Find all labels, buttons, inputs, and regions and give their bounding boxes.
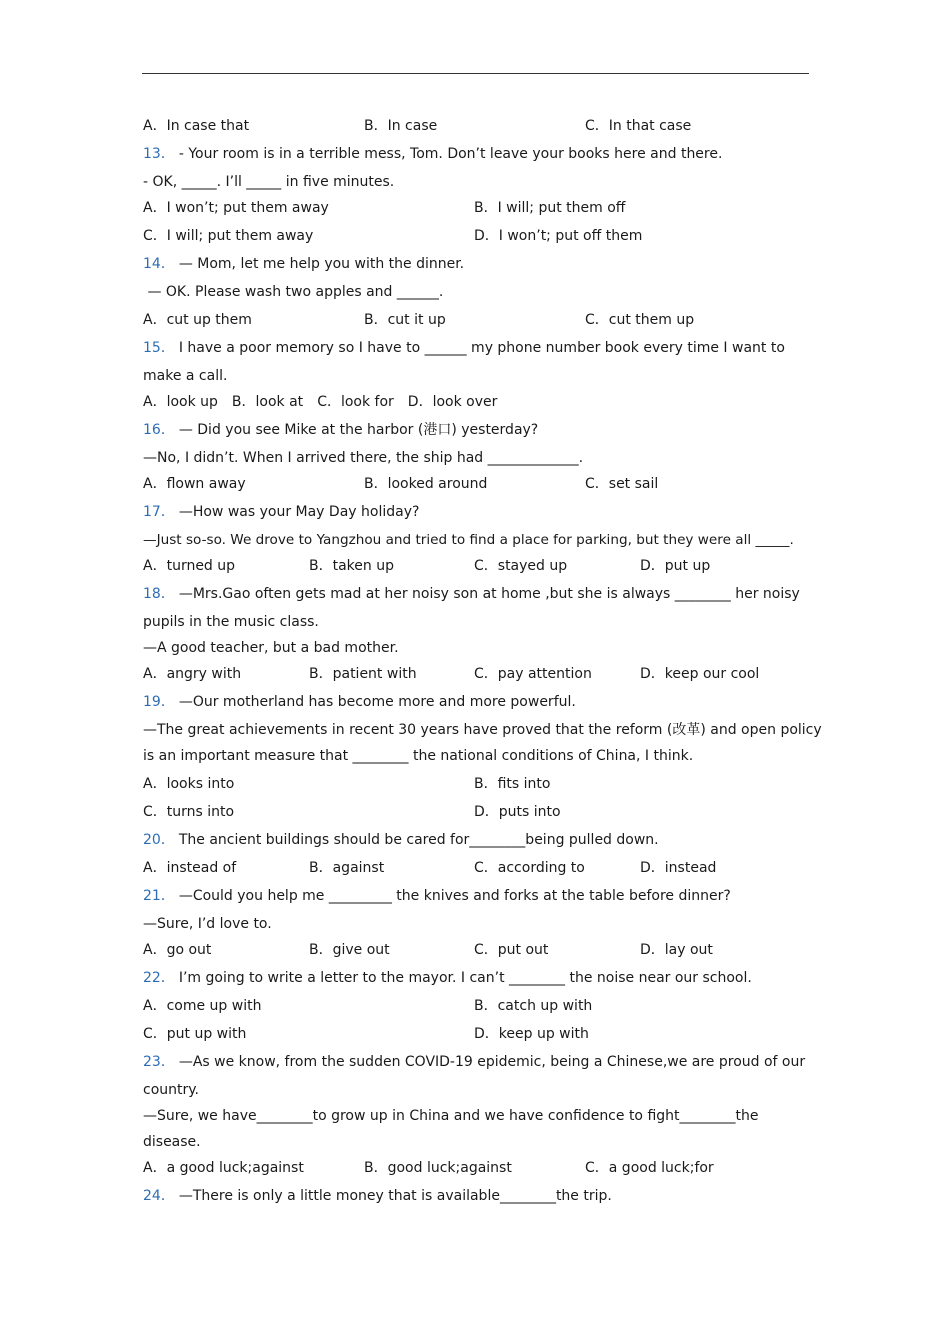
- q17-option-d[interactable]: D．put up: [640, 558, 711, 574]
- q23-option-a[interactable]: A．a good luck;against: [143, 1160, 304, 1176]
- q18-option-a[interactable]: A．angry with: [143, 666, 242, 682]
- q17-option-a[interactable]: A．turned up: [143, 558, 236, 574]
- q18-option-b[interactable]: B．patient with: [309, 666, 417, 682]
- q13-options-row2: [143, 226, 813, 254]
- q19-reply: —The great achievements in recent 30 years have proved that the reform (改革) and open policy: [143, 722, 822, 738]
- q19-option-d[interactable]: D．puts into: [474, 804, 561, 820]
- q21-text: —Could you help me _________ the knives and forks at the table before dinner?: [178, 888, 731, 904]
- q23-option-c[interactable]: C．a good luck;for: [585, 1160, 714, 1176]
- q16-number: 16．: [143, 422, 175, 438]
- q22-option-c[interactable]: C．put up with: [143, 1026, 247, 1042]
- q17-reply: —Just so-so. We drove to Yangzhou and tried to find a place for parking, but they were all _____.: [143, 532, 794, 548]
- q22-option-d[interactable]: D．keep up with: [474, 1026, 589, 1042]
- q24-text: —There is only a little money that is available________the trip.: [178, 1188, 612, 1204]
- q23-text: —As we know, from the sudden COVID-19 epidemic, being a Chinese,we are proud of our: [178, 1054, 806, 1070]
- q22-stem: [143, 968, 813, 996]
- q14-options: [143, 310, 813, 338]
- q18-reply: —A good teacher, but a bad mother.: [143, 640, 399, 656]
- q17-text: —How was your May Day holiday?: [178, 504, 420, 520]
- q15-stem-cont: make a call.: [143, 368, 228, 384]
- q21-stem: [143, 886, 813, 914]
- q20-options: [143, 858, 813, 886]
- q16-reply: —No, I didn’t. When I arrived there, the ship had _____________.: [143, 450, 584, 466]
- q13-text: - Your room is in a terrible mess, Tom. Don’t leave your books here and there.: [178, 146, 723, 162]
- q24-stem: [143, 1186, 813, 1214]
- q21-option-a[interactable]: A．go out: [143, 942, 212, 958]
- q20-stem: [143, 830, 813, 858]
- q16-option-c[interactable]: C．set sail: [585, 476, 659, 492]
- q23-number: 23．: [143, 1054, 175, 1070]
- q17-option-c[interactable]: C．stayed up: [474, 558, 568, 574]
- q13-stem: [143, 144, 813, 172]
- q21-option-d[interactable]: D．lay out: [640, 942, 713, 958]
- q23-stem: [143, 1052, 813, 1080]
- q17-number: 17．: [143, 504, 175, 520]
- q24-number: 24．: [143, 1188, 175, 1204]
- q13-reply: - OK, _____. I’ll _____ in five minutes.: [143, 174, 395, 190]
- q20-option-a[interactable]: A．instead of: [143, 860, 237, 876]
- q23-options: [143, 1158, 813, 1186]
- header-rule: [142, 73, 809, 74]
- q18-option-d[interactable]: D．keep our cool: [640, 666, 760, 682]
- q18-option-c[interactable]: C．pay attention: [474, 666, 592, 682]
- q14-option-a[interactable]: A．cut up them: [143, 312, 252, 328]
- q13-option-d[interactable]: D．I won’t; put off them: [474, 228, 643, 244]
- q19-options-row1: [143, 774, 813, 802]
- q20-text: The ancient buildings should be cared for________being pulled down.: [178, 832, 659, 848]
- q20-option-c[interactable]: C．according to: [474, 860, 585, 876]
- q17-option-b[interactable]: B．taken up: [309, 558, 394, 574]
- q19-number: 19．: [143, 694, 175, 710]
- q15-options: [143, 392, 813, 420]
- q22-options-row1: [143, 996, 813, 1024]
- q19-option-a[interactable]: A．looks into: [143, 776, 235, 792]
- q20-number: 20．: [143, 832, 175, 848]
- q13-options-row1: [143, 198, 813, 226]
- q16-option-b[interactable]: B．looked around: [364, 476, 488, 492]
- q15-stem: [143, 338, 813, 366]
- q20-option-b[interactable]: B．against: [309, 860, 385, 876]
- q21-options: [143, 940, 813, 968]
- q13-number: 13．: [143, 146, 175, 162]
- q14-number: 14．: [143, 256, 175, 272]
- q16-option-a[interactable]: A．flown away: [143, 476, 246, 492]
- q21-option-b[interactable]: B．give out: [309, 942, 390, 958]
- q23-reply-cont: disease.: [143, 1134, 201, 1150]
- q12-option-a[interactable]: A．In case that: [143, 118, 250, 134]
- q17-options: [143, 556, 813, 584]
- q23-reply: —Sure, we have________to grow up in China and we have confidence to fight________the: [143, 1108, 759, 1124]
- q20-option-d[interactable]: D．instead: [640, 860, 717, 876]
- q14-option-c[interactable]: C．cut them up: [585, 312, 695, 328]
- q21-reply: —Sure, I’d love to.: [143, 916, 272, 932]
- q17-stem: [143, 502, 813, 530]
- q18-text: —Mrs.Gao often gets mad at her noisy son at home ,but she is always ________ her noisy: [178, 586, 800, 602]
- q14-stem: [143, 254, 813, 282]
- q18-number: 18．: [143, 586, 175, 602]
- q19-text: —Our motherland has become more and more powerful.: [178, 694, 576, 710]
- q15-number: 15．: [143, 340, 175, 356]
- q18-stem-cont: pupils in the music class.: [143, 614, 319, 630]
- q22-number: 22．: [143, 970, 175, 986]
- q12-option-b[interactable]: B．In case: [364, 118, 438, 134]
- q12-option-c[interactable]: C．In that case: [585, 118, 692, 134]
- q16-text: — Did you see Mike at the harbor (港口) yesterday?: [178, 422, 539, 438]
- q14-text: — Mom, let me help you with the dinner.: [178, 256, 465, 272]
- q12-options: [143, 116, 813, 144]
- q16-options: [143, 474, 813, 502]
- q22-options-row2: [143, 1024, 813, 1052]
- q18-stem: [143, 584, 813, 612]
- q21-option-c[interactable]: C．put out: [474, 942, 549, 958]
- q18-options: [143, 664, 813, 692]
- q15-option-c[interactable]: C．look for: [317, 394, 394, 410]
- q15-option-d[interactable]: D．look over: [407, 394, 498, 410]
- q14-reply: — OK. Please wash two apples and ______.: [143, 284, 444, 300]
- q15-option-a[interactable]: A．look up: [143, 394, 218, 410]
- q16-stem: [143, 420, 813, 448]
- q21-number: 21．: [143, 888, 175, 904]
- q13-option-a[interactable]: A．I won’t; put them away: [143, 200, 329, 216]
- question-list: [143, 116, 822, 1214]
- q13-option-c[interactable]: C．I will; put them away: [143, 228, 314, 244]
- q19-option-c[interactable]: C．turns into: [143, 804, 235, 820]
- q14-option-b[interactable]: B．cut it up: [364, 312, 446, 328]
- q19-options-row2: [143, 802, 813, 830]
- q19-reply-cont: is an important measure that ________ the national conditions of China, I think.: [143, 748, 694, 764]
- q23-stem-cont: country.: [143, 1082, 199, 1098]
- q22-option-a[interactable]: A．come up with: [143, 998, 262, 1014]
- q13-option-b[interactable]: B．I will; put them off: [474, 200, 626, 216]
- q23-option-b[interactable]: B．good luck;against: [364, 1160, 512, 1176]
- q22-text: I’m going to write a letter to the mayor. I can’t ________ the noise near our school.: [178, 970, 752, 986]
- q15-text: I have a poor memory so I have to ______ my phone number book every time I want to: [178, 340, 785, 356]
- q19-stem: [143, 692, 813, 720]
- q22-option-b[interactable]: B．catch up with: [474, 998, 593, 1014]
- q15-option-b[interactable]: B．look at: [231, 394, 304, 410]
- q19-option-b[interactable]: B．fits into: [474, 776, 551, 792]
